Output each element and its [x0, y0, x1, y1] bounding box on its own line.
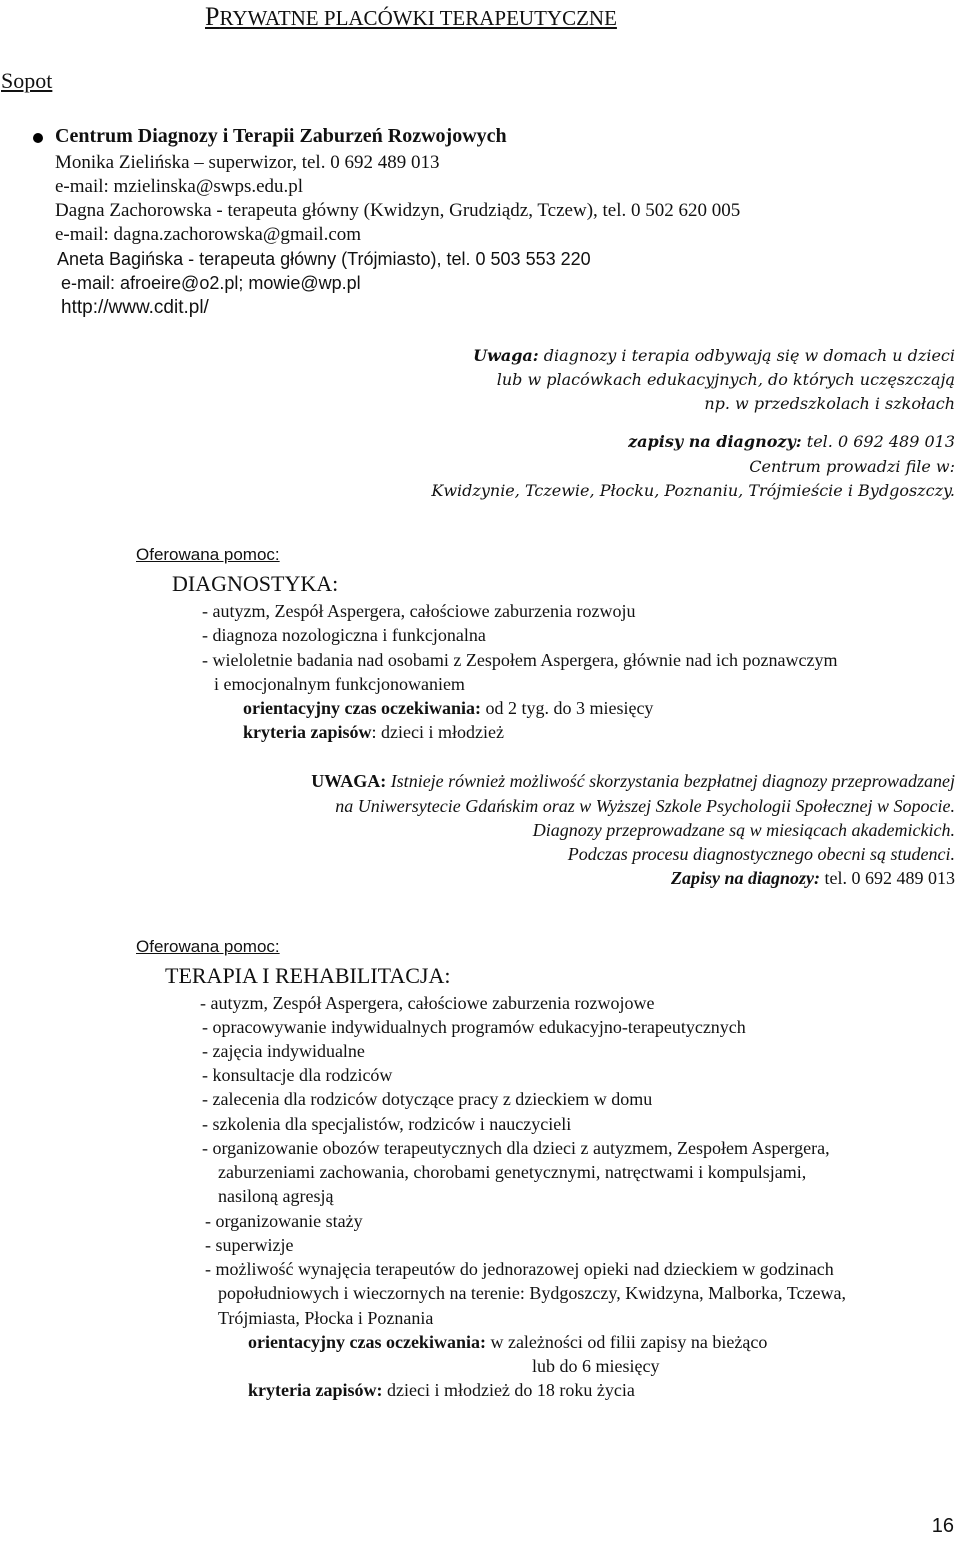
terapia-item-1: - autyzm, Zespół Aspergera, całościowe zaburzenia rozwojowe — [200, 993, 655, 1013]
bullet-dot — [33, 133, 43, 143]
note2-zapisy-tel: tel. 0 692 489 013 — [820, 868, 955, 888]
terapia-kryteria — [248, 1380, 635, 1401]
heading-initial: P — [205, 2, 220, 31]
terapia-czas-label: orientacyjny czas oczekiwania: — [248, 1332, 486, 1352]
note2-text: Istnieje również możliwość skorzystania bezpłatnej diagnozy przeprowadzanej — [386, 771, 955, 791]
note1-line-5: Centrum prowadzi file w: — [749, 457, 955, 476]
terapia-czas — [248, 1332, 767, 1353]
terapia-item-10-cont-2: Trójmiasta, Płocka i Poznania — [218, 1308, 434, 1328]
contact-line-3: Dagna Zachorowska - terapeuta główny (Kwidzyn, Grudziądz, Tczew), tel. 0 502 620 005 — [55, 200, 741, 221]
terapia-item-3: - zajęcia indywidualne — [202, 1041, 365, 1061]
diag-item-3: - wieloletnie badania nad osobami z Zespołem Aspergera, głównie nad ich poznawczym — [202, 650, 838, 670]
diag-czas — [243, 698, 653, 719]
contact-line-1: Monika Zielińska – superwizor, tel. 0 692 489 013 — [55, 152, 440, 173]
terapia-item-7-cont-1: zaburzeniami zachowania, chorobami genetycznymi, natręctwami i kompulsjami, — [218, 1162, 807, 1182]
terapia-item-10-cont-1: popołudniowych i wieczornych na terenie: Bydgoszczy, Kwidzyna, Malborka, Tczewa, — [218, 1283, 847, 1303]
note1-zapisy-label: zapisy na diagnozy: — [628, 432, 802, 451]
terapia-item-5: - zalecenia dla rodziców dotyczące pracy z dzieckiem w domu — [202, 1089, 653, 1109]
diag-title: DIAGNOSTYKA: — [172, 571, 339, 596]
terapia-offer-label: Oferowana pomoc: — [136, 937, 280, 956]
terapia-kryteria-label: kryteria zapisów: — [248, 1380, 383, 1400]
note1-uwaga-label: Uwaga: — [473, 346, 539, 365]
city-heading: Sopot — [1, 68, 53, 93]
contact-line-6: e-mail: afroeire@o2.pl; mowie@wp.pl — [61, 273, 361, 293]
page-heading — [205, 2, 617, 32]
terapia-item-10: - możliwość wynajęcia terapeutów do jednorazowej opieki nad dzieckiem w godzinach — [205, 1259, 834, 1279]
note1-line-1 — [473, 346, 955, 365]
page-number: 16 — [931, 1515, 954, 1537]
note1-text: diagnozy i terapia odbywają się w domach u dzieci — [538, 346, 955, 365]
diag-kryteria — [243, 722, 504, 743]
terapia-item-6: - szkolenia dla specjalistów, rodziców i nauczycieli — [202, 1114, 572, 1134]
diag-czas-value: od 2 tyg. do 3 miesięcy — [480, 698, 654, 718]
website-link[interactable]: http://www.cdit.pl/ — [61, 297, 209, 318]
terapia-czas-cont: lub do 6 miesięcy — [532, 1356, 660, 1376]
contact-line-5: Aneta Bagińska - terapeuta główny (Trójmiasto), tel. 0 503 553 220 — [57, 249, 591, 269]
note1-line-6: Kwidzynie, Tczewie, Płocku, Poznaniu, Trójmieście i Bydgoszczy. — [431, 481, 955, 500]
terapia-czas-value: w zależności od filii zapisy na bieżąco — [485, 1332, 768, 1352]
center-name: Centrum Diagnozy i Terapii Zaburzeń Rozwojowych — [55, 125, 507, 147]
terapia-item-7-cont-2: nasiloną agresją — [218, 1186, 334, 1206]
note1-zapisy-tel: tel. 0 692 489 013 — [801, 432, 955, 451]
note2-line-3: Diagnozy przeprowadzane są w miesiącach akademickich. — [532, 820, 955, 840]
terapia-item-2: - opracowywanie indywidualnych programów edukacyjno-terapeutycznych — [202, 1017, 746, 1037]
note2-line-2: na Uniwersytecie Gdańskim oraz w Wyższej Szkole Psychologii Społecznej w Sopocie. — [335, 796, 955, 816]
terapia-item-8: - organizowanie staży — [205, 1211, 363, 1231]
note2-uwaga-label: UWAGA: — [311, 771, 387, 791]
diag-czas-label: orientacyjny czas oczekiwania: — [243, 698, 481, 718]
note2-zapisy-label: Zapisy na diagnozy: — [670, 868, 820, 888]
diag-item-3-cont: i emocjonalnym funkcjonowaniem — [214, 674, 465, 694]
terapia-title: TERAPIA I REHABILITACJA: — [165, 963, 451, 988]
note2-line-4: Podczas procesu diagnostycznego obecni są studenci. — [567, 844, 955, 864]
note1-line-4 — [628, 432, 955, 451]
terapia-item-7: - organizowanie obozów terapeutycznych dla dzieci z autyzmem, Zespołem Aspergera, — [202, 1138, 830, 1158]
diag-kryteria-label: kryteria zapisów — [243, 722, 372, 742]
note1-line-2: lub w placówkach edukacyjnych, do których uczęszczają — [496, 370, 955, 389]
diag-kryteria-value: : dzieci i młodzież — [371, 722, 504, 742]
diag-item-2: - diagnoza nozologiczna i funkcjonalna — [202, 625, 486, 645]
diag-offer-label: Oferowana pomoc: — [136, 545, 280, 564]
terapia-item-4: - konsultacje dla rodziców — [202, 1065, 393, 1085]
diag-item-1: - autyzm, Zespół Aspergera, całościowe zaburzenia rozwoju — [202, 601, 636, 621]
contact-line-4: e-mail: dagna.zachorowska@gmail.com — [55, 224, 362, 245]
note2-line-5 — [671, 868, 955, 889]
note2-line-1 — [311, 771, 955, 792]
heading-rest: RYWATNE PLACÓWKI TERAPEUTYCZNE — [219, 6, 617, 30]
terapia-item-9: - superwizje — [205, 1235, 294, 1255]
terapia-kryteria-value: dzieci i młodzież do 18 roku życia — [382, 1380, 635, 1400]
note1-line-3: np. w przedszkolach i szkołach — [704, 394, 955, 413]
contact-line-2: e-mail: mzielinska@swps.edu.pl — [55, 176, 304, 197]
